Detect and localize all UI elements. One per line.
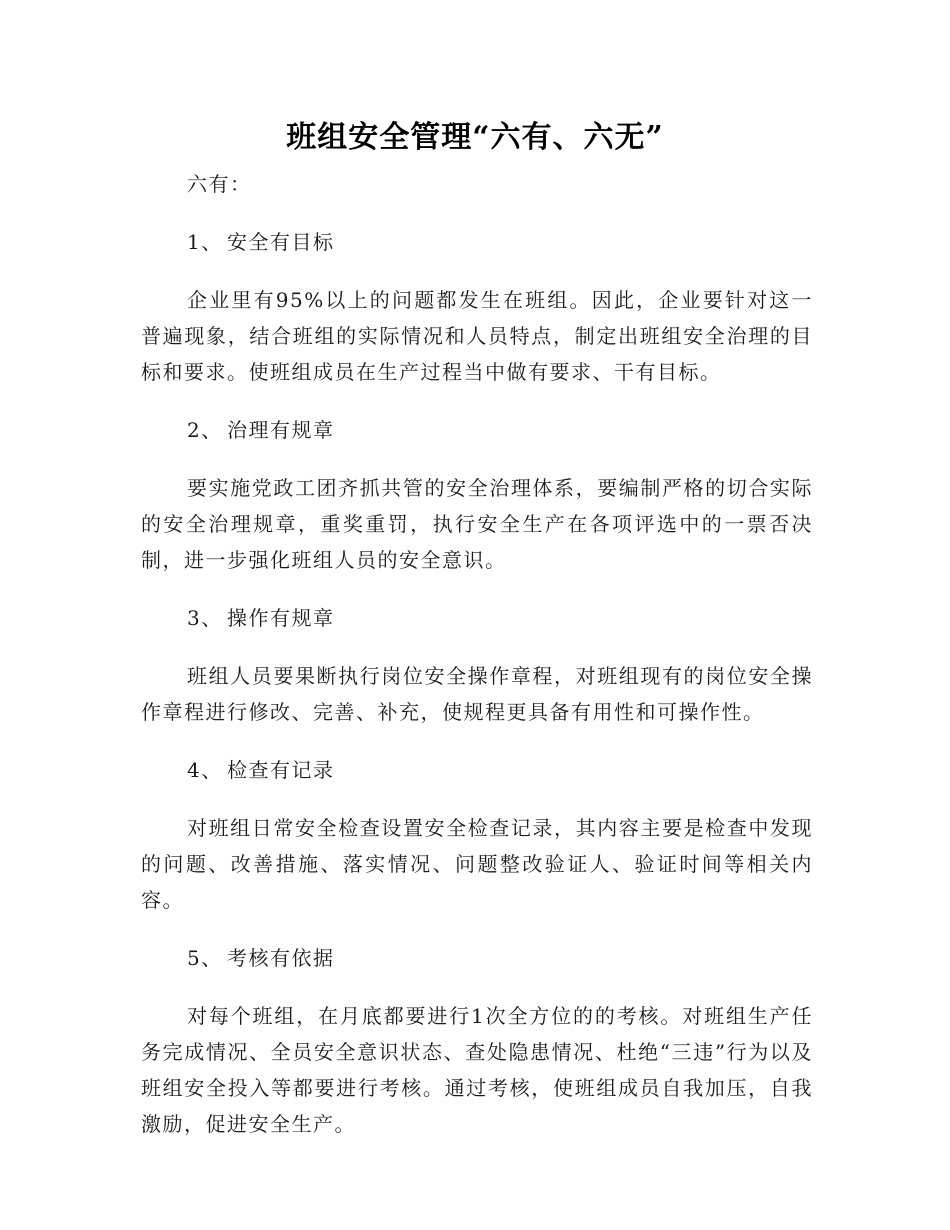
document-body <box>141 166 813 1142</box>
item-body-4: 对班组日常安全检查设置安全检查记录，其内容主要是检查中发现的问题、改善措施、落实情况、问题整改验证人、验证时间等相关内容。 <box>141 816 813 912</box>
item-heading-3 <box>141 600 813 636</box>
item-heading-5 <box>141 940 813 976</box>
item-number-3: 3、 <box>187 606 223 630</box>
item-heading-text-4: 检查有记录 <box>227 758 335 782</box>
item-heading-4 <box>141 752 813 788</box>
item-number-2: 2、 <box>187 418 223 442</box>
item-number-5: 5、 <box>187 946 223 970</box>
item-body-2: 要实施党政工团齐抓共管的安全治理体系，要编制严格的切合实际的安全治理规章，重奖重罚，执行安全生产在各项评选中的一票否决制，进一步强化班组人员的安全意识。 <box>141 476 813 572</box>
item-number-4: 4、 <box>187 758 223 782</box>
item-heading-text-3: 操作有规章 <box>227 606 335 630</box>
item-body-5: 对每个班组，在月底都要进行1次全方位的的考核。对班组生产任务完成情况、全员安全意识状态、查处隐患情况、杜绝“三违”行为以及班组安全投入等都要进行考核。通过考核，使班组成员自我加压，自我激励，促进安全生产。 <box>141 1004 813 1136</box>
item-heading-text-5: 考核有依据 <box>227 946 335 970</box>
item-heading-text-2: 治理有规章 <box>227 418 335 442</box>
document-title: 班组安全管理“六有、六无” <box>286 120 664 155</box>
item-body-1: 企业里有95%以上的问题都发生在班组。因此，企业要针对这一普遍现象，结合班组的实际情况和人员特点，制定出班组安全治理的目标和要求。使班组成员在生产过程当中做有要求、干有目标。 <box>141 288 813 384</box>
item-heading-1 <box>141 224 813 260</box>
section-intro: 六有： <box>187 172 252 196</box>
item-heading-text-1: 安全有目标 <box>227 230 335 254</box>
item-number-1: 1、 <box>187 230 223 254</box>
item-body-3: 班组人员要果断执行岗位安全操作章程，对班组现有的岗位安全操作章程进行修改、完善、补充，使规程更具备有用性和可操作性。 <box>141 664 813 724</box>
item-heading-2 <box>141 412 813 448</box>
